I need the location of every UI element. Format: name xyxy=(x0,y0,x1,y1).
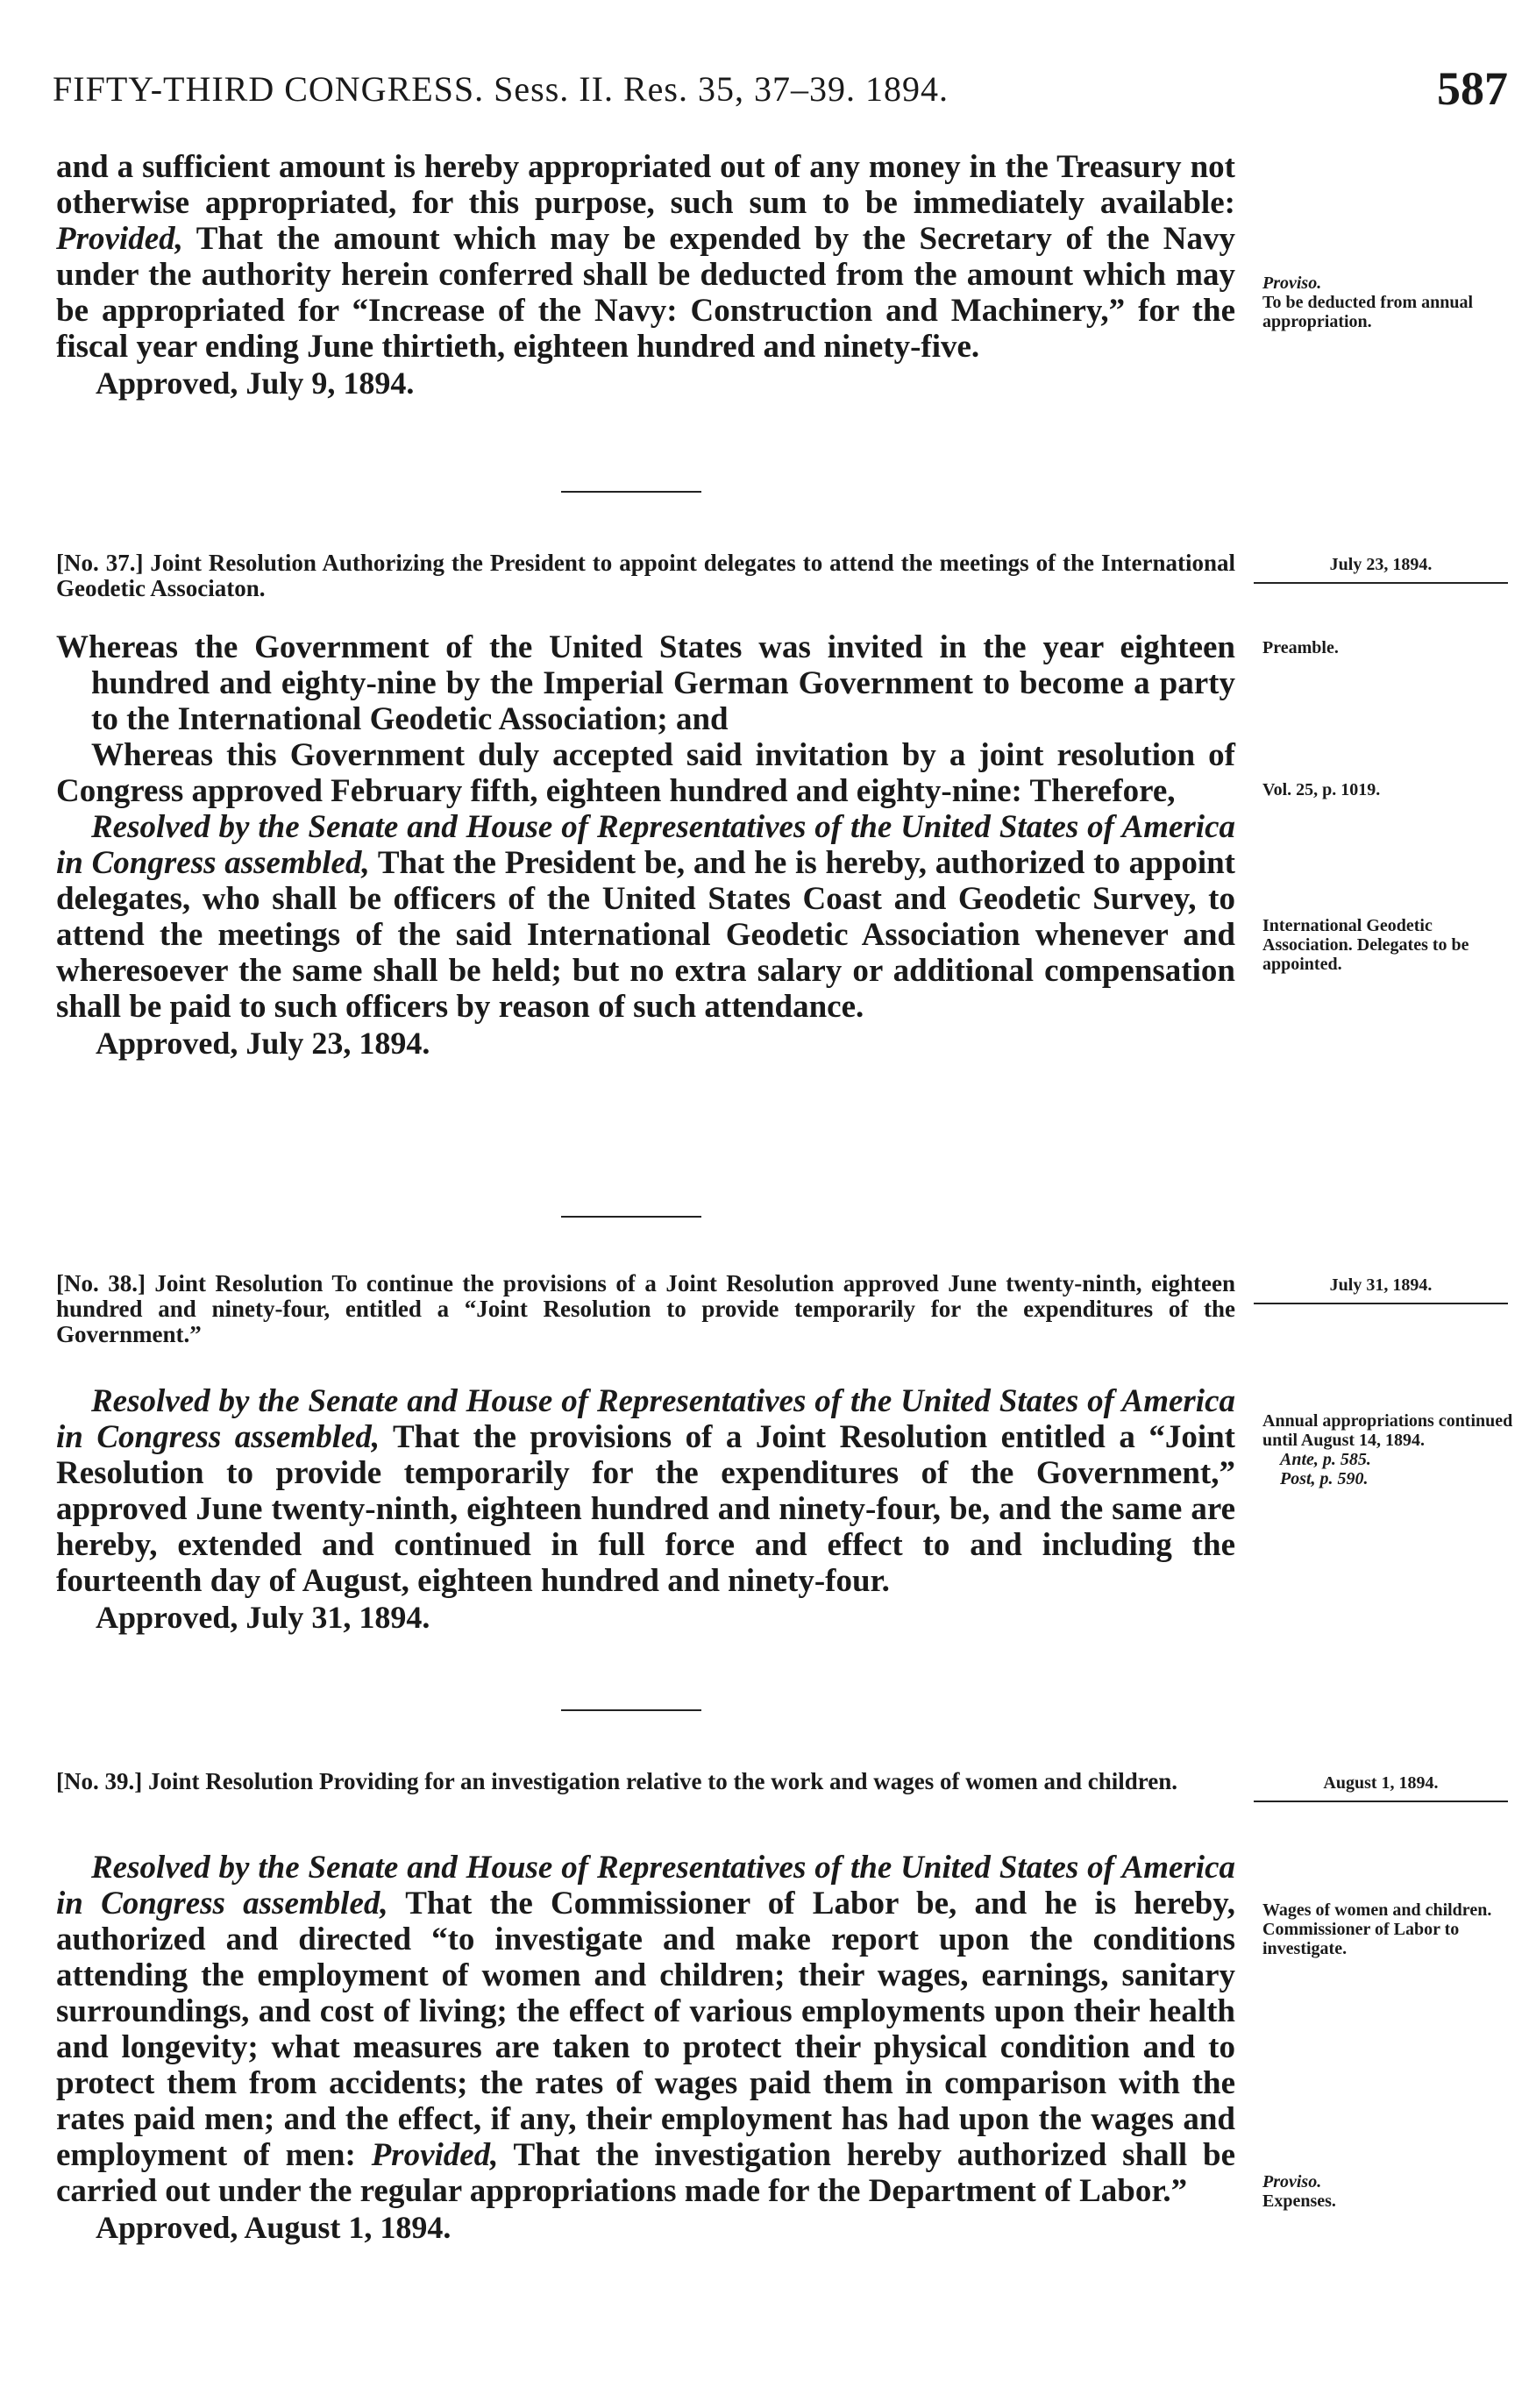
proviso-word: Provided, xyxy=(371,2137,499,2173)
margin-vol: Vol. 25, p. 1019. xyxy=(1262,780,1381,799)
res39-heading: [No. 39.] Joint Resolution Providing for an investigation relative to the work and wages of women and children. xyxy=(56,1768,1178,1794)
section-divider xyxy=(561,1216,701,1218)
res37-margin-vol xyxy=(1262,780,1525,799)
margin-note: International Geodetic Association. Delegates to be appointed. xyxy=(1262,916,1469,974)
res35-section xyxy=(56,149,1235,401)
res35-margin xyxy=(1262,273,1525,331)
res38-heading: [No. 38.] Joint Resolution To continue the provisions of a Joint Resolution approved June twenty-ninth, eighteen hundred and ninety-four, entitled a “Joint Resolution to provide temporarily for the expenditures of the Government.” xyxy=(56,1270,1235,1347)
res37-margin-note xyxy=(1262,916,1525,974)
page-number: 587 xyxy=(1437,62,1508,115)
res39-section xyxy=(56,1850,1235,2246)
res39-approved: Approved, August 1, 1894. xyxy=(96,2210,452,2245)
proviso-word: Provided, xyxy=(56,221,183,257)
margin-expenses: Expenses. xyxy=(1262,2191,1336,2211)
section-divider xyxy=(561,491,701,493)
res37-whereas-2: Whereas this Government duly accepted said invitation by a joint resolution of Congress approved February fifth, eighteen hundred and eighty-nine: Therefore, xyxy=(56,737,1235,809)
res37-margin-preamble xyxy=(1262,638,1525,657)
res35-paragraph: and a sufficient amount is hereby appropriated out of any money in the Treasury not otherwise appropriated, for this purpose, such sum to be immediately available: Provided, That the amount which may be expended by the Secretary of the Navy under the authority herein conferred shall be deducted from the amount which may be appropriated for “Increase of the Navy: Construction and Machinery,” for the fiscal year ending June thirtieth, eighteen hundred and ninety-five. xyxy=(56,149,1235,365)
res38-section xyxy=(56,1383,1235,1636)
margin-preamble: Preamble. xyxy=(1262,638,1339,657)
margin-note: To be deducted from annual appropriation. xyxy=(1262,293,1474,331)
res39-date: August 1, 1894. xyxy=(1254,1773,1508,1802)
res38-date: July 31, 1894. xyxy=(1254,1275,1508,1304)
margin-note: Annual appropriations continued until August 14, 1894. xyxy=(1262,1411,1513,1450)
enacting-clause: Resolved by the Senate and House of Representatives of the United States of America in Congress assembled, xyxy=(56,1383,1235,1455)
header-title: FIFTY-THIRD CONGRESS. Sess. II. Res. 35, 37–39. 1894. xyxy=(53,69,949,109)
res35-approved: Approved, July 9, 1894. xyxy=(96,366,415,401)
res37-resolution: Resolved by the Senate and House of Representatives of the United States of America in Congress assembled, That the President be, and he is hereby, authorized to appoint delegates, who shall be officers of the United States Coast and Geodetic Survey, to attend the meetings of the said International Geodetic Association whenever and wheresoever the same shall be held; but no extra salary or additional compensation shall be paid to such officers by reason of such attendance. xyxy=(56,809,1236,1025)
res38-approved: Approved, July 31, 1894. xyxy=(96,1600,430,1635)
margin-proviso: Proviso. xyxy=(1262,273,1322,293)
res37-approved: Approved, July 23, 1894. xyxy=(96,1026,430,1061)
res37-whereas-1: Whereas the Government of the United States was invited in the year eighteen hundred and eighty-nine by the Imperial German Government to become a party to the International Geodetic Association; and xyxy=(56,629,1235,737)
margin-note: Wages of women and children. Commissioner of Labor to investigate. xyxy=(1262,1900,1492,1958)
running-header xyxy=(53,61,1508,123)
section-divider xyxy=(561,1709,701,1711)
res39-margin-proviso xyxy=(1262,2172,1525,2211)
res37-section xyxy=(56,629,1235,1062)
margin-ante: Ante, p. 585. xyxy=(1280,1450,1371,1469)
enacting-clause: Resolved by the Senate and House of Representatives of the United States of America in Congress assembled, xyxy=(56,1850,1235,1921)
res38-resolution: Resolved by the Senate and House of Representatives of the United States of America in Congress assembled, That the provisions of a Joint Resolution entitled a “Joint Resolution to provide temporarily for the expenditures of the Government,” approved June twenty-ninth, eighteen hundred and ninety-four, be, and the same are hereby, extended and continued in full force and effect to and including the fourteenth day of August, eighteen hundred and ninety-four. xyxy=(56,1383,1235,1599)
enacting-clause: Resolved by the Senate and House of Representatives of the United States of America in Congress assembled, xyxy=(56,809,1235,881)
res37-date: July 23, 1894. xyxy=(1254,555,1508,584)
res39-margin xyxy=(1262,1900,1525,1958)
res39-resolution: Resolved by the Senate and House of Representatives of the United States of America in Congress assembled, That the Commissioner of Labor be, and he is hereby, authorized and directed “to investigate and make report upon the conditions attending the employment of women and children; their wages, earnings, sanitary surroundings, and cost of living; the effect of various employments upon their health and longevity; what measures are taken to protect their physical condition and to protect them from accidents; the rates of wages paid them in comparison with the rates paid men; and the effect, if any, their employment has had upon the wages and employment of men: Provided, That the investigation hereby authorized shall be carried out under the regular appropriations made for the Department of Labor.” xyxy=(56,1850,1235,2209)
margin-post: Post, p. 590. xyxy=(1280,1469,1369,1488)
margin-proviso: Proviso. xyxy=(1262,2172,1322,2191)
res38-margin xyxy=(1262,1411,1525,1488)
res37-heading: [No. 37.] Joint Resolution Authorizing the President to appoint delegates to attend the meetings of the International Geodetic Associaton. xyxy=(56,550,1235,601)
